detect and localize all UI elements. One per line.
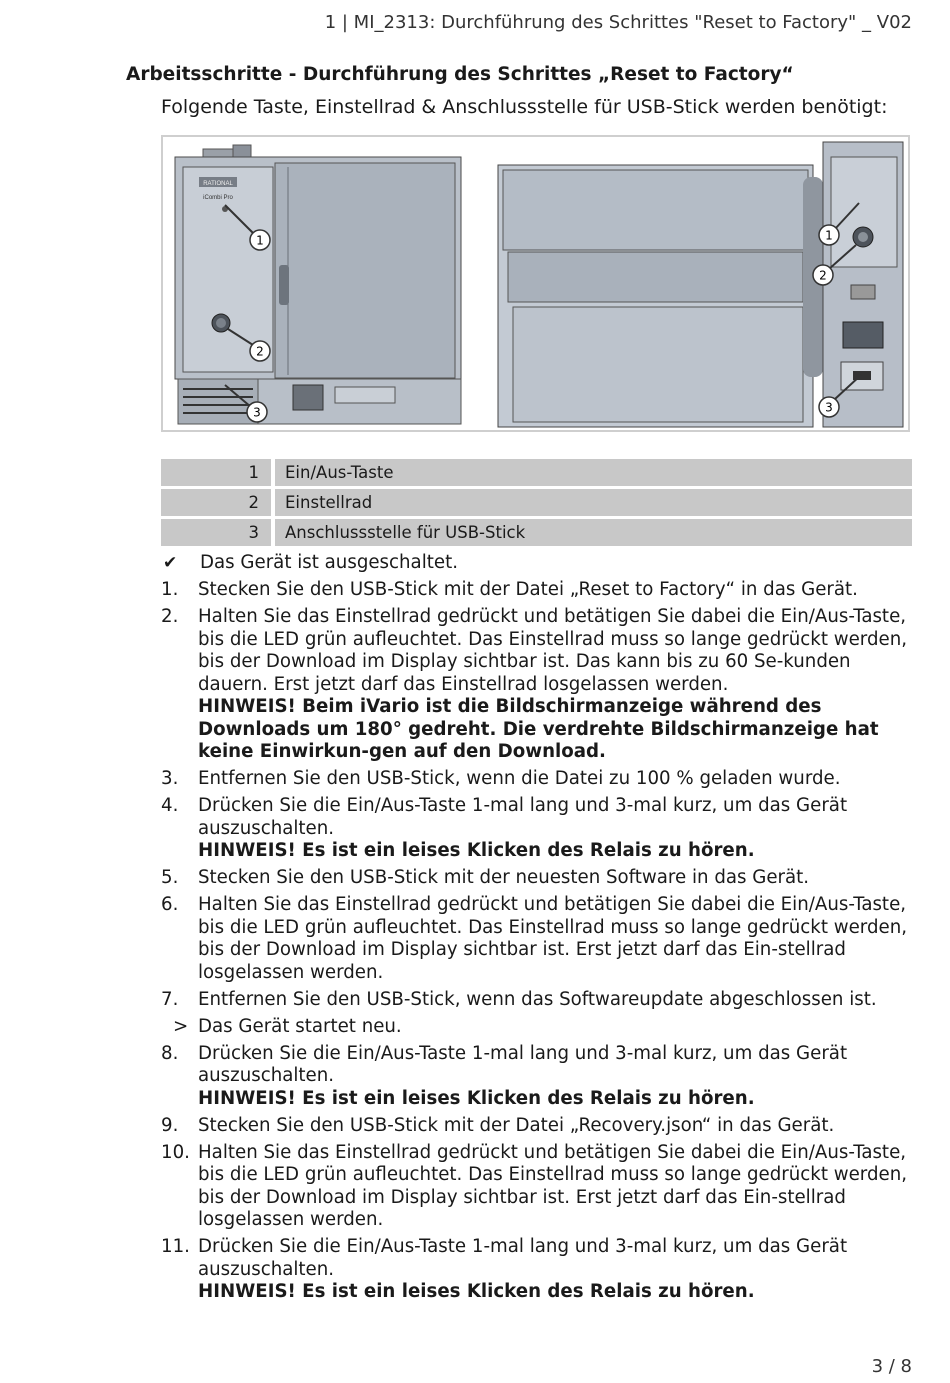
intro-text: Folgende Taste, Einstellrad & Anschlussstelle für USB-Stick werden benötigt: [161, 96, 888, 118]
step-number: 4. [161, 795, 179, 816]
step-text: Stecken Sie den USB-Stick mit der Datei „Recovery.json“ in das Gerät. [198, 1114, 835, 1136]
right-callout-2: 2 [819, 268, 827, 283]
list-item [161, 552, 911, 575]
result-arrow-icon: > [173, 1015, 189, 1037]
step-number: 3. [161, 768, 179, 789]
oven-model: iCombi Pro [203, 195, 233, 201]
ivario-drawing [498, 142, 903, 427]
step-text: Drücken Sie die Ein/Aus-Taste 1-mal lang und 3-mal kurz, um das Gerät auszuschalten. [198, 1236, 848, 1280]
step-list [161, 552, 911, 1308]
left-callout-2: 2 [256, 344, 264, 359]
legend-label: Einstellrad [275, 489, 912, 516]
right-callout-1: 1 [825, 228, 833, 243]
left-callout-1: 1 [256, 233, 264, 248]
step-note: HINWEIS! Es ist ein leises Klicken des Relais zu hören. [198, 840, 755, 861]
step-number: 5. [161, 867, 179, 888]
list-item [161, 989, 911, 1012]
step-text: Drücken Sie die Ein/Aus-Taste 1-mal lang und 3-mal kurz, um das Gerät auszuschalten. [198, 1042, 848, 1086]
step-text: Entfernen Sie den USB-Stick, wenn das Softwareupdate abgeschlossen ist. [198, 988, 877, 1010]
step-note: HINWEIS! Es ist ein leises Klicken des Relais zu hören. [198, 1087, 755, 1109]
step-text: Halten Sie das Einstellrad gedrückt und betätigen Sie dabei die Ein/Aus-Taste, bis die LED grün aufleuchtet. Das Einstellrad muss so lange gedrückt werden, bis der Download im Display sichtbar ist. Erst jetzt darf das Ein-stellrad losgelassen werden. [198, 894, 908, 983]
step-text: Das Gerät ist ausgeschaltet. [200, 552, 458, 573]
step-text: Entfernen Sie den USB-Stick, wenn die Datei zu 100 % geladen wurde. [198, 768, 841, 789]
right-callout-3: 3 [825, 400, 833, 415]
list-item [161, 894, 911, 984]
legend-table [161, 456, 912, 549]
list-item [161, 768, 911, 791]
step-number: 7. [161, 988, 179, 1010]
combi-oven-drawing [175, 145, 461, 424]
legend-number: 3 [161, 519, 275, 546]
oven-logo: RATIONAL [203, 181, 233, 187]
checkmark-icon: ✔ [163, 553, 178, 573]
page-number: 3 / 8 [871, 1356, 912, 1377]
step-text: Stecken Sie den USB-Stick mit der neuesten Software in das Gerät. [198, 867, 810, 888]
legend-row [161, 519, 912, 546]
list-item [161, 1016, 911, 1039]
device-figure [161, 135, 910, 432]
list-item [161, 1043, 911, 1111]
list-item [161, 867, 911, 890]
legend-number: 1 [161, 459, 275, 486]
step-text: Drücken Sie die Ein/Aus-Taste 1-mal lang und 3-mal kurz, um das Gerät auszuschalten. [198, 795, 848, 839]
legend-number: 2 [161, 489, 275, 516]
step-note: HINWEIS! Beim iVario ist die Bildschirmanzeige während des Downloads um 180° gedreht. Die verdrehte Bildschirmanzeige hat keine Einwirkun-gen auf den Download. [198, 696, 879, 762]
step-number: 8. [161, 1042, 179, 1064]
step-number: 2. [161, 606, 179, 627]
page-header: 1 | MI_2313: Durchführung des Schrittes "Reset to Factory" _ V02 [324, 12, 912, 33]
device-illustration [163, 137, 908, 430]
step-text: Halten Sie das Einstellrad gedrückt und betätigen Sie dabei die Ein/Aus-Taste, bis die LED grün aufleuchtet. Das Einstellrad muss so lange gedrückt werden, bis der Download im Display sichtbar ist. Erst jetzt darf das Ein-stellrad losgelassen werden. [198, 1141, 908, 1230]
step-number: 9. [161, 1114, 179, 1136]
list-item [161, 1236, 911, 1304]
step-text: Das Gerät startet neu. [198, 1015, 402, 1037]
legend-label: Ein/Aus-Taste [275, 459, 912, 486]
step-number: 1. [161, 579, 179, 600]
list-item [161, 1115, 911, 1138]
step-text: Halten Sie das Einstellrad gedrückt und betätigen Sie dabei die Ein/Aus-Taste, bis die LED grün aufleuchtet. Das Einstellrad muss so lange gedrückt werden, bis der Download im Display sichtbar ist. Das kann bis zu 60 Se-kunden dauern. Erst jetzt darf das Einstellrad losgelassen werden. [198, 606, 908, 695]
step-text: Stecken Sie den USB-Stick mit der Datei „Reset to Factory“ in das Gerät. [198, 579, 858, 600]
legend-row [161, 459, 912, 486]
list-item [161, 1142, 911, 1232]
step-note: HINWEIS! Es ist ein leises Klicken des Relais zu hören. [198, 1281, 755, 1302]
list-item [161, 795, 911, 863]
section-title: Arbeitsschritte - Durchführung des Schrittes „Reset to Factory“ [126, 64, 794, 85]
list-item [161, 606, 911, 764]
list-item [161, 579, 911, 602]
step-number: 11. [161, 1236, 190, 1257]
step-number: 6. [161, 894, 179, 915]
step-number: 10. [161, 1141, 190, 1163]
legend-label: Anschlussstelle für USB-Stick [275, 519, 912, 546]
left-callout-3: 3 [253, 405, 261, 420]
legend-row [161, 489, 912, 516]
